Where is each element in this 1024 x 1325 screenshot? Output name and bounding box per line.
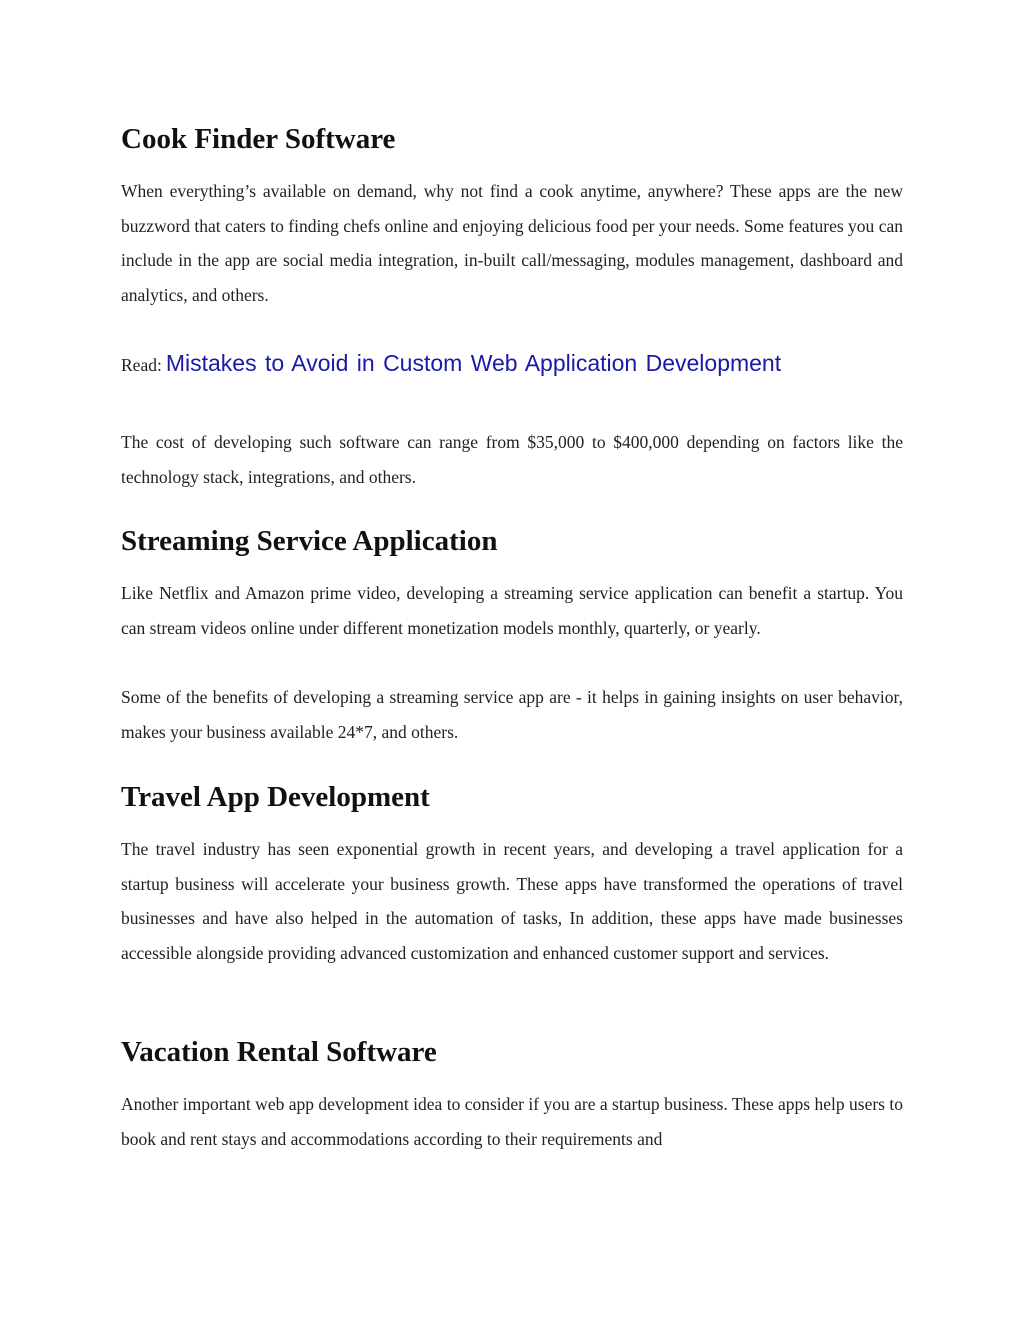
read-more-link[interactable]: Mistakes to Avoid in Custom Web Application Development — [165, 350, 782, 376]
heading-travel: Travel App Development — [121, 781, 430, 813]
read-prefix: Read: — [121, 355, 162, 375]
paragraph-cook-finder-cost: The cost of developing such software can range from $35,000 to $400,000 depending on factors like the technology stack, integrations, and others. — [121, 432, 903, 487]
heading-streaming: Streaming Service Application — [121, 525, 498, 557]
heading-vacation: Vacation Rental Software — [121, 1036, 437, 1068]
paragraph-vacation: Another important web app development idea to consider if you are a startup business. These apps help users to book and rent stays and accommodations according to their requirements and — [121, 1094, 903, 1149]
paragraph-streaming-2: Some of the benefits of developing a streaming service app are - it helps in gaining insights on user behavior, makes your business available 24*7, and others. — [121, 687, 903, 742]
paragraph-streaming-1: Like Netflix and Amazon prime video, developing a streaming service application can benefit a startup. You can stream videos online under different monetization models monthly, quarterly, or yearly. — [121, 583, 903, 638]
read-more-line — [121, 350, 781, 377]
paragraph-cook-finder: When everything’s available on demand, why not find a cook anytime, anywhere? These apps are the new buzzword that caters to finding chefs online and enjoying delicious food per your needs. Some features you can include in the app are social media integration, in-built call/messaging, modules management, dashboard and analytics, and others. — [121, 181, 903, 306]
paragraph-travel: The travel industry has seen exponential growth in recent years, and developing a travel application for a startup business will accelerate your business growth. These apps have transformed the operations of travel businesses and have also helped in the automation of tasks, In addition, these apps have made businesses accessible alongside providing advanced customization and enhanced customer support and services. — [121, 839, 903, 964]
heading-cook-finder: Cook Finder Software — [121, 123, 396, 155]
